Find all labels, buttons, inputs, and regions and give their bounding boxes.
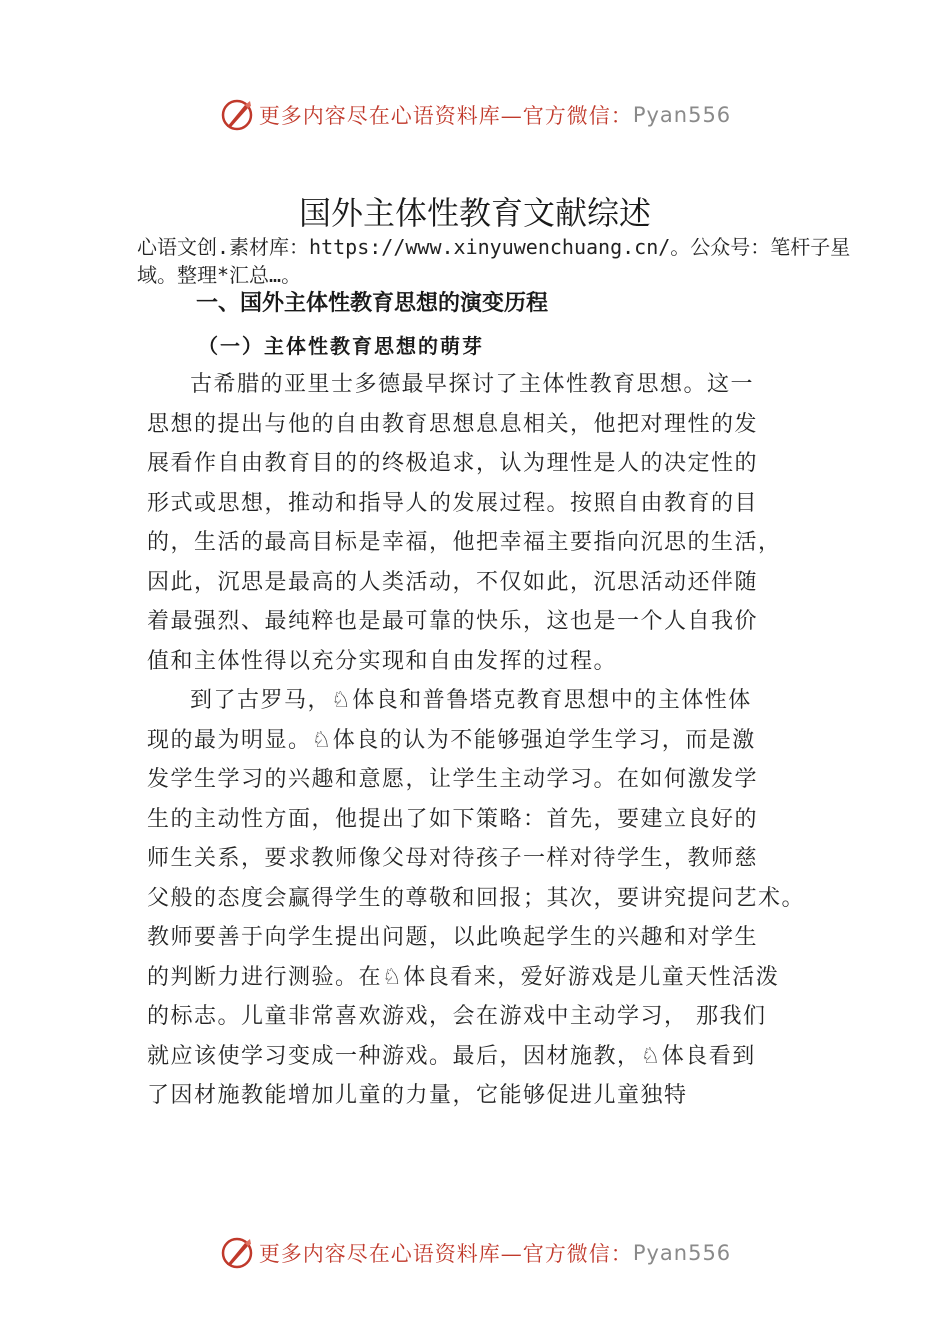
source-note: 心语文创.素材库：https://www.xinyuwenchuang.cn/。公众号：笔杆子星域。整理*汇总…。 [137,235,851,287]
subsection-heading: （一）主体性教育思想的萌芽 [198,334,484,358]
header-banner [0,95,950,135]
document-title: 国外主体性教育文献综述 [298,194,651,232]
paragraph-2 [147,681,837,1116]
section-heading: 一、国外主体性教育思想的演变历程 [196,291,549,316]
quill-logo-icon [219,97,255,133]
text-line: 师生关系，要求教师像父母对待孩子一样对待学生，教师慈 [147,846,759,871]
text-line: 古希腊的亚里士多德最早探讨了主体性教育思想。这一 [190,372,755,397]
text-line: 形式或思想，推动和指导人的发展过程。按照自由教育的目 [147,490,759,516]
text-line: 着最强烈、最纯粹也是最可靠的快乐，这也是一个人自我价 [147,609,759,634]
text-line: 父般的态度会赢得学生的尊敬和回报；其次，要讲究提问艺术。 [147,885,806,911]
text-line: 现的最为明显。♘体良的认为不能够强迫学生学习，而是激 [147,727,756,753]
text-line: 值和主体性得以充分实现和自由发挥的过程。 [147,648,618,674]
text-line: 到了古罗马，♘体良和普鲁塔克教育思想中的主体性体 [190,688,752,713]
text-line: 了因材施教能增加儿童的力量，它能够促进儿童独特 [147,1083,688,1108]
text-line: 因此，沉思是最高的人类活动，不仅如此，沉思活动还伴随 [147,569,759,595]
text-line: 生的主动性方面，他提出了如下策略：首先，要建立良好的 [147,806,759,832]
quill-logo-icon [219,1235,255,1271]
banner-wechat-id: Pyan556 [632,1241,732,1265]
text-line: 的标志。儿童非常喜欢游戏，会在游戏中主动学习， 那我们 [147,1004,767,1029]
footer-banner [0,1233,950,1273]
paragraph-1 [147,365,837,681]
text-line: 教师要善于向学生提出问题，以此唤起学生的兴趣和对学生 [147,925,759,950]
text-line: 发学生学习的兴趣和意愿，让学生主动学习。在如何激发学 [147,767,759,792]
banner-text: 更多内容尽在心语资料库—官方微信： [258,104,633,128]
text-line: 的，生活的最高目标是幸福，他把幸福主要指向沉思的生活， [147,530,782,555]
text-line: 思想的提出与他的自由教育思想息息相关，他把对理性的发 [147,411,759,437]
text-line: 的判断力进行测验。在♘体良看来，爱好游戏是儿童天性活泼 [147,964,780,990]
banner-text: 更多内容尽在心语资料库—官方微信： [258,1242,633,1266]
text-line: 展看作自由教育目的的终极追求，认为理性是人的决定性的 [147,451,759,476]
banner-wechat-id: Pyan556 [632,103,732,127]
text-line: 就应该使学习变成一种游戏。最后，因材施教，♘体良看到 [147,1043,756,1069]
